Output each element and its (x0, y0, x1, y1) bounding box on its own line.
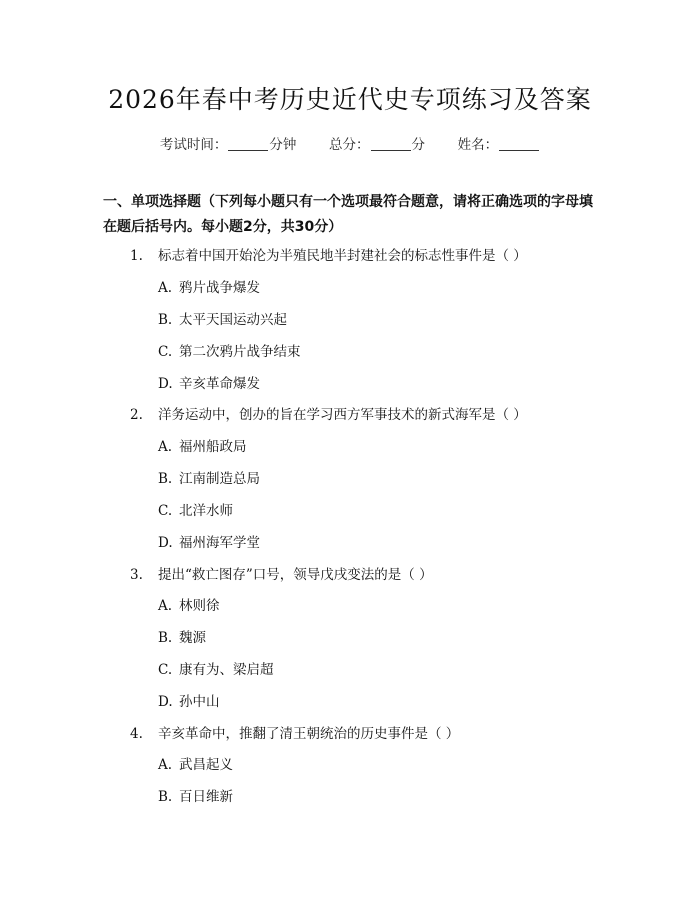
name-blank (499, 136, 539, 151)
time-unit: 分钟 (269, 137, 297, 153)
option (158, 531, 260, 551)
option-text: 辛亥革命爆发 (179, 376, 260, 392)
option-letter: C. (158, 344, 173, 360)
question-text: 标志着中国开始沦为半殖民地半封建社会的标志性事件是（ ） (158, 248, 527, 264)
option-letter: B. (158, 312, 173, 328)
option-text: 太平天国运动兴起 (179, 312, 287, 328)
option-letter: C. (158, 503, 173, 519)
option-letter: A. (158, 439, 173, 455)
question (130, 722, 459, 742)
question-text: 提出“救亡图存”口号，领导戊戌变法的是（ ） (158, 567, 433, 583)
option-text: 鸦片战争爆发 (179, 280, 260, 296)
option (158, 467, 260, 487)
question-text: 辛亥革命中，推翻了清王朝统治的历史事件是（ ） (158, 726, 460, 742)
option-text: 武昌起义 (179, 757, 233, 773)
option (158, 690, 220, 710)
option-letter: A. (158, 280, 173, 296)
option (158, 785, 233, 805)
question-text: 洋务运动中，创办的旨在学习西方军事技术的新式海军是（ ） (158, 407, 527, 423)
option (158, 594, 220, 614)
question-number: 2. (130, 407, 143, 423)
question (130, 403, 527, 423)
question (130, 244, 527, 264)
option-text: 福州船政局 (179, 439, 247, 455)
option-letter: B. (158, 630, 173, 646)
option (158, 753, 233, 773)
option-text: 江南制造总局 (179, 471, 260, 487)
option-text: 北洋水师 (179, 503, 233, 519)
option-text: 林则徐 (179, 598, 220, 614)
option (158, 658, 274, 678)
option-text: 第二次鸦片战争结束 (179, 344, 301, 360)
option (158, 435, 247, 455)
option-text: 康有为、梁启超 (179, 662, 274, 678)
score-unit: 分 (411, 137, 425, 153)
section-heading: 一、单项选择题（下列每小题只有一个选项最符合题意，请将正确选项的字母填在题后括号内。每小题2分，共30分） (103, 194, 593, 235)
option (158, 499, 233, 519)
question-number: 1. (130, 248, 143, 264)
option-letter: C. (158, 662, 173, 678)
option-text: 孙中山 (179, 694, 220, 710)
option-letter: D. (158, 694, 173, 710)
option-letter: B. (158, 789, 173, 805)
option (158, 372, 260, 392)
question (130, 563, 433, 583)
question-number: 3. (130, 567, 143, 583)
name-label: 姓名： (457, 137, 499, 153)
score-blank (371, 136, 411, 151)
page-title: 2026年春中考历史近代史专项练习及答案 (108, 85, 592, 114)
question-number: 4. (130, 726, 143, 742)
option-text: 魏源 (179, 630, 206, 646)
option (158, 340, 301, 360)
option-text: 福州海军学堂 (179, 535, 260, 551)
option-letter: D. (158, 535, 173, 551)
score-label: 总分： (329, 137, 370, 153)
time-blank (228, 136, 268, 151)
option-letter: D. (158, 376, 173, 392)
option (158, 308, 287, 328)
option (158, 626, 206, 646)
option (158, 276, 260, 296)
option-text: 百日维新 (179, 789, 233, 805)
exam-meta (0, 133, 700, 153)
option-letter: A. (158, 757, 173, 773)
option-letter: A. (158, 598, 173, 614)
option-letter: B. (158, 471, 173, 487)
time-label: 考试时间： (159, 137, 228, 153)
